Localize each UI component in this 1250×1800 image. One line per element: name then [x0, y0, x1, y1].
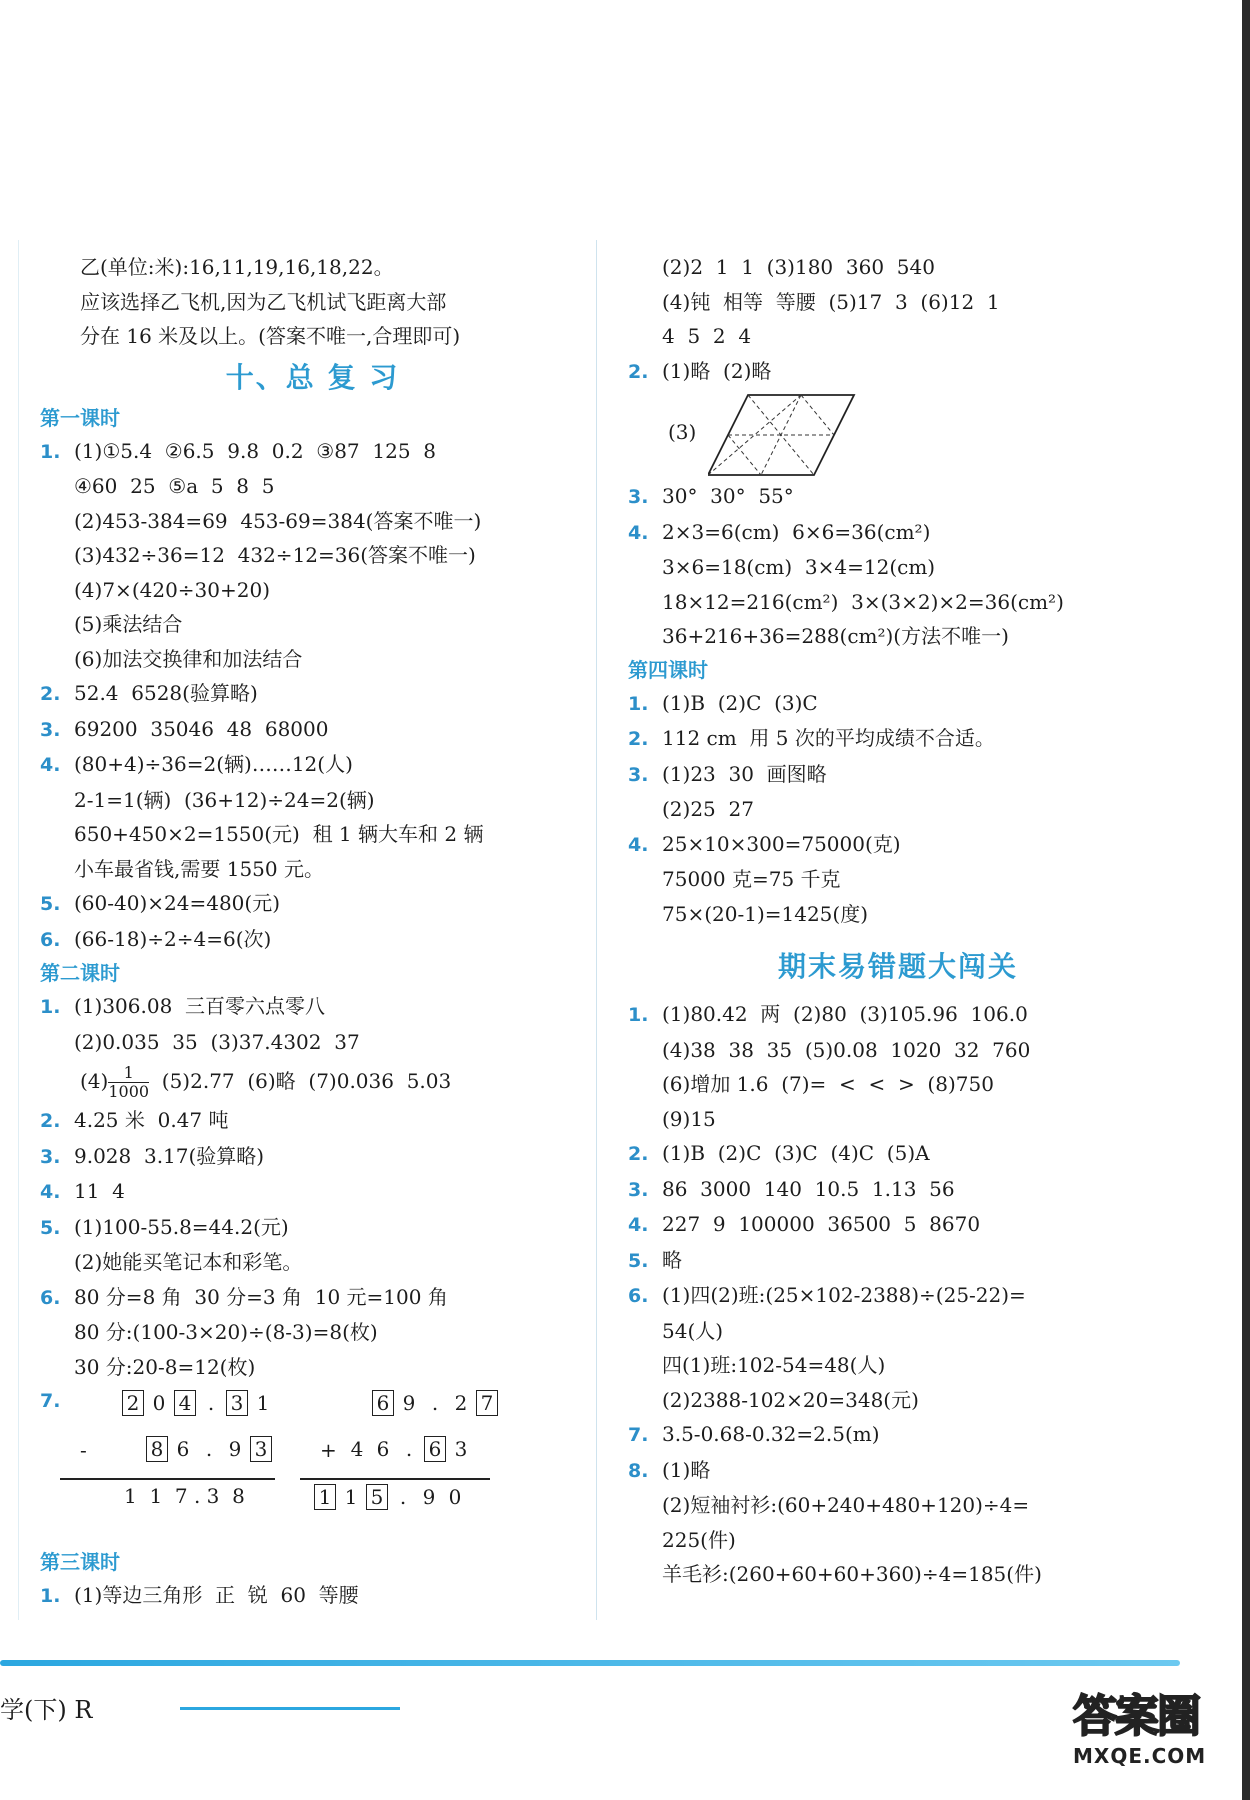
answer-text: 225(件)	[662, 1527, 736, 1552]
answer-text: (2)2388-102×20=348(元)	[662, 1387, 919, 1412]
answer-text: 69200 35046 48 68000	[74, 716, 329, 741]
lesson-heading-2: 第二课时	[40, 961, 120, 985]
answer-text: 30° 30° 55°	[662, 484, 794, 508]
sub-result: 1 1 7 . 3 8	[124, 1484, 245, 1508]
answer-line	[628, 1278, 1168, 1314]
digit: .	[405, 1437, 413, 1461]
boxed-digit: 6	[372, 1390, 394, 1416]
digit: .	[207, 1391, 215, 1415]
question-number: 6.	[628, 1285, 649, 1307]
answer-line	[628, 285, 1168, 320]
answer-text: 3×6=18(cm) 3×4=12(cm)	[662, 555, 936, 579]
answer-line	[40, 676, 585, 712]
answer-line	[628, 1067, 1168, 1102]
answer-line	[40, 1315, 585, 1350]
answer-line	[628, 1523, 1168, 1558]
question-number: 3.	[628, 763, 649, 786]
answer-line	[40, 886, 585, 922]
question-number: 2.	[40, 683, 61, 705]
answer-text: 112 cm 用 5 次的平均成绩不合适。	[662, 726, 995, 750]
answer-text: 25×10×300=75000(克)	[662, 831, 901, 856]
answer-line	[40, 504, 585, 539]
answer-line	[628, 1207, 1168, 1243]
minus-sign: -	[80, 1438, 87, 1462]
footer-bar	[0, 1660, 1180, 1666]
question-number: 3.	[40, 718, 61, 741]
fraction-line	[40, 1059, 585, 1103]
answer-text: (6)增加 1.6 (7)= < < > (8)750	[662, 1072, 994, 1096]
answer-text: (1)四(2)班:(25×102-2388)÷(25-22)=	[662, 1283, 1026, 1307]
right-column	[628, 250, 1168, 1592]
section-title: 十、总 复 习	[225, 360, 400, 394]
lesson-heading-4: 第四课时	[628, 657, 708, 682]
question-number: 2.	[40, 1110, 61, 1132]
answer-text: (2)0.035 35 (3)37.4302 37	[74, 1029, 360, 1054]
digit: .	[399, 1485, 407, 1509]
sub-result-line	[60, 1478, 275, 1480]
answer-text: 80 分=8 角 30 分=3 角 10 元=100 角	[74, 1284, 448, 1309]
q7-vertical-arithmetic	[40, 1386, 585, 1546]
add-row-2	[344, 1436, 574, 1462]
lesson-2-answers-b	[40, 1103, 585, 1384]
answer-line	[628, 585, 1168, 620]
boxed-digit: 3	[250, 1436, 272, 1462]
plus-sign: +	[320, 1438, 337, 1462]
question-number: 2.	[628, 1143, 649, 1165]
answer-line	[40, 817, 585, 852]
answer-text: (2)她能买笔记本和彩笔。	[74, 1250, 303, 1274]
question-number: 3.	[628, 1178, 649, 1201]
question-number: 3.	[40, 1145, 61, 1168]
digit: .	[431, 1391, 439, 1415]
answer-text: 4.25 米 0.47 吨	[74, 1108, 229, 1132]
digit: 6	[376, 1437, 390, 1461]
boxed-digit: 1	[314, 1484, 336, 1510]
answer-text: 18×12=216(cm²) 3×(3×2)×2=36(cm²)	[662, 589, 1064, 614]
answer-text: 3.5-0.68-0.32=2.5(m)	[662, 1422, 880, 1446]
answer-text: (1)100-55.8=44.2(元)	[74, 1214, 289, 1239]
answer-text: 52.4 6528(验算略)	[74, 681, 258, 705]
answer-text: 54(人)	[662, 1318, 724, 1343]
answer-text: ④60 25 ⑤a 5 8 5	[74, 474, 275, 498]
answer-text: (2)短袖衬衫:(60+240+480+120)÷4=	[662, 1493, 1030, 1517]
question-number: 6.	[40, 928, 61, 951]
answer-line	[628, 1136, 1168, 1172]
answer-text: (4)7×(420÷30+20)	[74, 577, 271, 602]
answer-line	[628, 515, 1168, 551]
answer-line	[40, 434, 585, 470]
answer-text: 2×3=6(cm) 6×6=36(cm²)	[662, 519, 931, 544]
boxed-digit: 4	[174, 1390, 196, 1416]
intro-line: 乙(单位:米):16,11,19,16,18,22。	[80, 255, 394, 279]
answer-line	[628, 757, 1168, 793]
answer-line	[40, 1210, 585, 1246]
answer-line	[40, 1578, 585, 1614]
answer-text: 75000 克=75 千克	[662, 867, 841, 891]
question-number: 2.	[628, 728, 649, 750]
digit: 6	[176, 1437, 190, 1461]
question-number: 4.	[628, 521, 649, 544]
lesson-4-answers	[628, 686, 1168, 932]
answer-line	[40, 783, 585, 818]
answer-line	[628, 319, 1168, 354]
answer-text: (3)432÷36=12 432÷12=36(答案不唯一)	[74, 543, 476, 567]
question-number: 4.	[40, 754, 61, 776]
digit: 3	[454, 1437, 468, 1461]
fraction-numerator: 1	[108, 1064, 149, 1083]
answer-text: 11 4	[74, 1179, 125, 1203]
lesson-heading-3: 第三课时	[40, 1550, 120, 1574]
answer-line	[40, 1245, 585, 1280]
digit: 9	[422, 1485, 436, 1509]
answer-line	[628, 1453, 1168, 1489]
answer-text: (4)钝 相等 等腰 (5)17 3 (6)12 1	[662, 289, 1000, 314]
answer-text: (5)乘法结合	[74, 612, 183, 636]
fraction	[108, 1064, 149, 1101]
answer-text: (60-40)×24=480(元)	[74, 891, 281, 915]
answer-line	[628, 686, 1168, 722]
question-number: 1.	[628, 692, 649, 715]
footer-text: 学(下) R	[0, 1696, 93, 1724]
answer-text: 9.028 3.17(验算略)	[74, 1143, 265, 1168]
answer-text: (1)略	[662, 1457, 711, 1482]
answer-text: (1)①5.4 ②6.5 9.8 0.2 ③87 125 8	[74, 438, 436, 463]
answer-text: (6)加法交换律和加法结合	[74, 646, 303, 671]
frac-post: (5)2.77 (6)略 (7)0.036 5.03	[149, 1069, 452, 1093]
answer-line	[628, 1383, 1168, 1418]
answer-line	[628, 250, 1168, 285]
answer-line	[40, 712, 585, 748]
question-number: 5.	[40, 1216, 61, 1239]
answer-line	[628, 619, 1168, 654]
answer-text: 36+216+36=288(cm²)(方法不唯一)	[662, 624, 1009, 648]
answer-text: (1)B (2)C (3)C (4)C (5)A	[662, 1141, 930, 1165]
answer-line	[40, 1139, 585, 1175]
answer-line	[628, 997, 1168, 1033]
answer-line	[628, 827, 1168, 863]
add-result-line	[300, 1478, 490, 1480]
answer-line	[40, 1350, 585, 1385]
digit: .	[205, 1437, 213, 1461]
question-number: 4.	[628, 833, 649, 856]
answer-line	[628, 721, 1168, 757]
question-number: 1.	[628, 1004, 649, 1026]
answer-line	[40, 642, 585, 677]
boxed-digit: 7	[476, 1390, 498, 1416]
answer-text: (9)15	[662, 1106, 716, 1131]
answer-text: (2)453-384=69 453-69=384(答案不唯一)	[74, 508, 482, 533]
answer-line	[628, 1172, 1168, 1208]
vertical-addition	[300, 1386, 530, 1536]
answer-line	[40, 989, 585, 1025]
parallelogram-figure-row	[628, 389, 1168, 479]
answer-text: 75×(20-1)=1425(度)	[662, 901, 869, 926]
answer-line	[40, 573, 585, 608]
digit: 9	[402, 1391, 416, 1415]
answer-line	[628, 550, 1168, 585]
answer-line	[628, 1102, 1168, 1137]
footer-underline	[180, 1707, 400, 1710]
lesson-3-continued	[628, 250, 1168, 389]
answer-text: (1)等边三角形 正 锐 60 等腰	[74, 1583, 359, 1607]
question-number: 1.	[40, 996, 61, 1018]
answer-line	[628, 1488, 1168, 1523]
lesson-3-more	[628, 479, 1168, 654]
lesson-heading-1: 第一课时	[40, 405, 120, 430]
answer-text: (80+4)÷36=2(辆)……12(人)	[74, 752, 353, 776]
answer-line	[40, 538, 585, 573]
answer-line	[628, 1243, 1168, 1279]
answer-text: 小车最省钱,需要 1550 元。	[74, 856, 324, 881]
watermark-url: MXQE.COM	[1073, 1744, 1207, 1768]
answer-text: 650+450×2=1550(元) 租 1 辆大车和 2 辆	[74, 822, 484, 846]
section-title-final: 期末易错题大闯关	[777, 950, 1018, 983]
digit: 0	[448, 1485, 462, 1509]
answer-line	[40, 922, 585, 958]
answer-line	[628, 1314, 1168, 1349]
answer-text: 四(1)班:102-54=48(人)	[662, 1353, 886, 1377]
boxed-digit: 6	[424, 1436, 446, 1462]
answer-text: (1)略 (2)略	[662, 358, 772, 383]
intro-block	[40, 250, 585, 354]
answer-line	[40, 852, 585, 887]
watermark-logo	[1073, 1680, 1228, 1780]
left-column	[40, 250, 585, 1614]
question-number: 2.	[628, 360, 649, 383]
final-review-answers	[628, 997, 1168, 1592]
question-number: 1.	[40, 440, 61, 463]
answer-line	[628, 792, 1168, 827]
answer-line	[628, 862, 1168, 897]
digit: 0	[152, 1391, 166, 1415]
answer-text: (4)38 38 35 (5)0.08 1020 32 760	[662, 1037, 1031, 1062]
question-number: 8.	[628, 1459, 649, 1482]
answer-text: (66-18)÷2÷4=6(次)	[74, 926, 272, 951]
digit: 4	[350, 1437, 364, 1461]
answer-line	[40, 1174, 585, 1210]
answer-line	[628, 1348, 1168, 1383]
digit: 9	[228, 1437, 242, 1461]
lesson-2-answers-a	[40, 989, 585, 1059]
answer-text: 2-1=1(辆) (36+12)÷24=2(辆)	[74, 787, 375, 812]
boxed-digit: 5	[366, 1484, 388, 1510]
answer-line	[628, 1417, 1168, 1453]
answer-text: 80 分:(100-3×20)÷(8-3)=8(枚)	[74, 1320, 378, 1344]
figure-label: (3)	[668, 420, 697, 444]
boxed-digit: 2	[122, 1390, 144, 1416]
digit: 1	[344, 1485, 358, 1509]
question-number: 6.	[40, 1286, 61, 1309]
answer-text: 4 5 2 4	[662, 324, 752, 348]
answer-line	[40, 607, 585, 642]
answer-text: (1)80.42 两 (2)80 (3)105.96 106.0	[662, 1002, 1028, 1026]
fraction-denominator: 1000	[108, 1082, 150, 1101]
answer-line	[628, 1033, 1168, 1068]
answer-line	[628, 1557, 1168, 1592]
answer-text: (1)306.08 三百零六点零八	[74, 994, 326, 1018]
q7-number: 7.	[40, 1390, 61, 1412]
answer-text: (2)2 1 1 (3)180 360 540	[662, 255, 935, 279]
question-number: 4.	[628, 1214, 649, 1236]
frac-pre: (4)	[80, 1069, 109, 1093]
boxed-digit: 8	[146, 1436, 168, 1462]
boxed-digit: 3	[226, 1390, 248, 1416]
answer-text: (1)B (2)C (3)C	[662, 690, 818, 715]
question-number: 5.	[40, 893, 61, 915]
question-number: 3.	[628, 486, 649, 508]
digit: 1	[256, 1391, 270, 1415]
lesson-1-answers	[40, 434, 585, 958]
answer-line	[628, 479, 1168, 515]
answer-text: 羊毛衫:(260+60+60+360)÷4=185(件)	[662, 1562, 1042, 1586]
vertical-subtraction	[60, 1386, 290, 1536]
question-number: 5.	[628, 1249, 649, 1272]
lesson-3-answers	[40, 1578, 585, 1614]
answer-text: (2)25 27	[662, 797, 754, 821]
intro-line: 应该选择乙飞机,因为乙飞机试飞距离大部	[80, 289, 447, 314]
answer-line	[40, 747, 585, 783]
answer-line	[40, 1025, 585, 1060]
answer-line	[628, 354, 1168, 390]
answer-line	[40, 469, 585, 504]
digit: 2	[454, 1391, 468, 1415]
question-number: 4.	[40, 1181, 61, 1203]
page-edge	[1242, 0, 1250, 1800]
question-number: 1.	[40, 1585, 61, 1607]
parallelogram-figure	[708, 391, 858, 479]
left-margin-line	[18, 240, 19, 1620]
add-result	[312, 1484, 542, 1510]
answer-line	[40, 1280, 585, 1316]
add-row-1	[370, 1390, 600, 1416]
answer-text: (1)23 30 画图略	[662, 761, 827, 786]
watermark-text: 答案圈	[1073, 1691, 1199, 1742]
answer-text: 86 3000 140 10.5 1.13 56	[662, 1176, 955, 1201]
intro-line: 分在 16 米及以上。(答案不唯一,合理即可)	[80, 324, 461, 348]
answer-line	[40, 1103, 585, 1139]
question-number: 7.	[628, 1424, 649, 1446]
answer-line	[628, 897, 1168, 932]
answer-text: 略	[662, 1247, 682, 1272]
answer-text: 30 分:20-8=12(枚)	[74, 1354, 256, 1379]
answer-text: 227 9 100000 36500 5 8670	[662, 1212, 981, 1236]
